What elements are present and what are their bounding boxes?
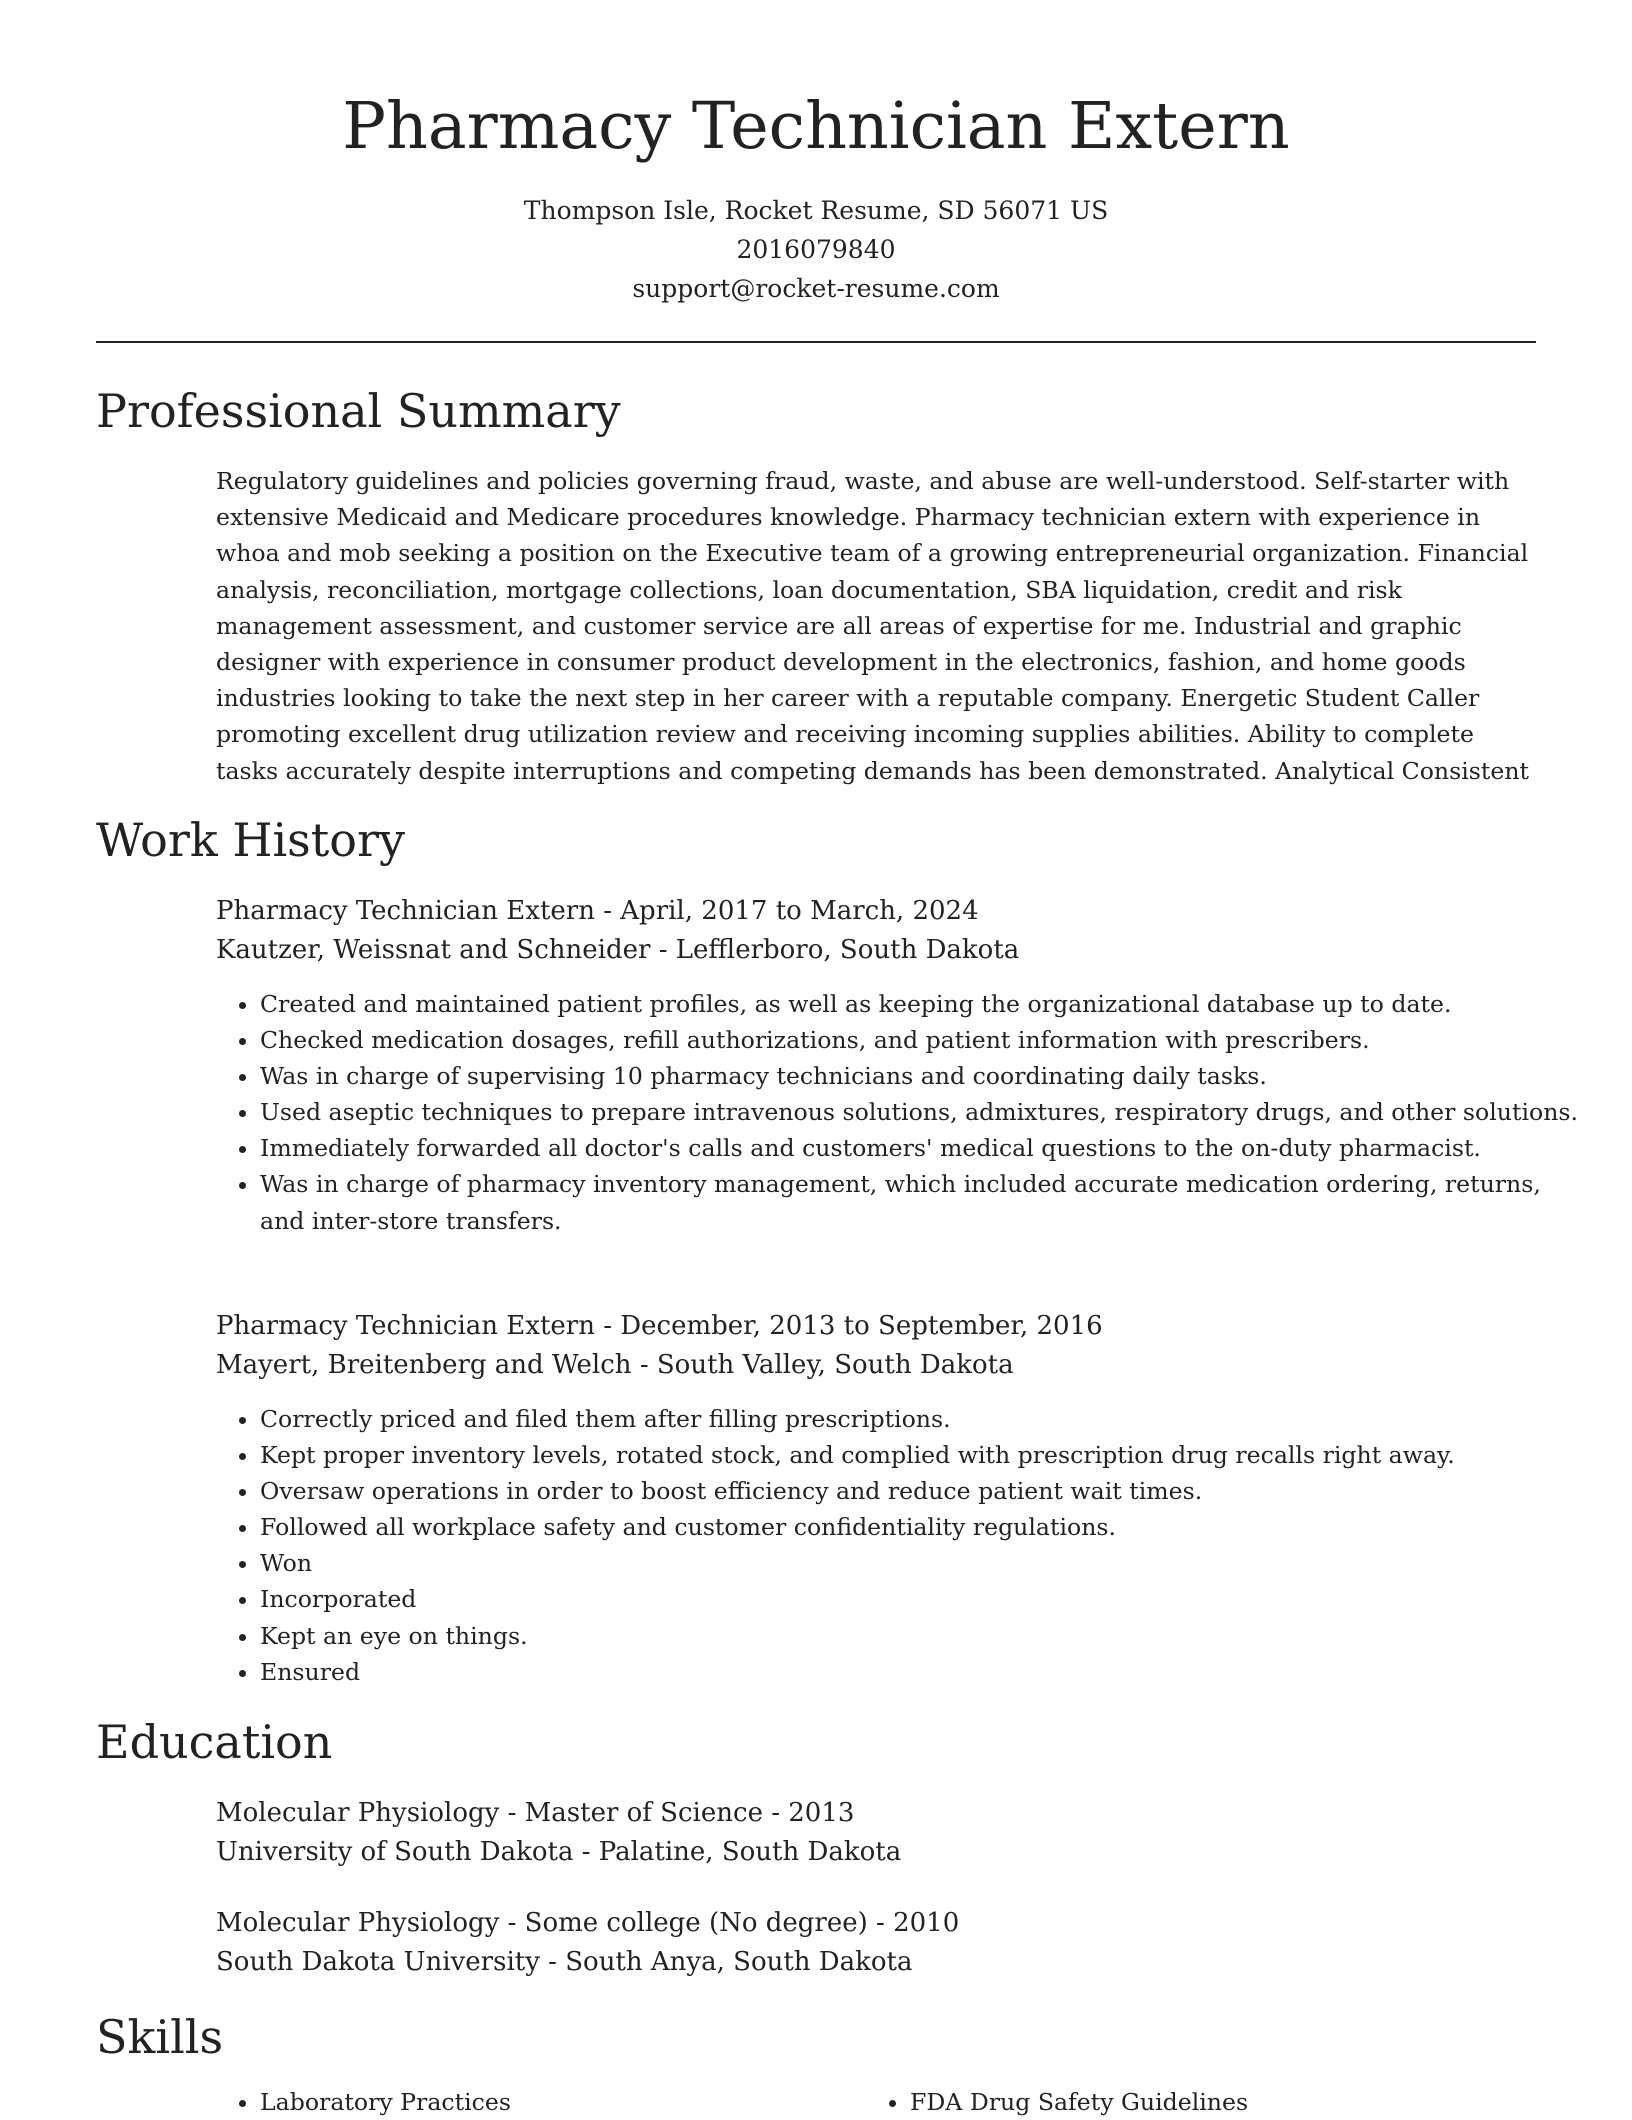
- job-bullet-list: [216, 986, 1580, 1239]
- job-title-line: Pharmacy Technician Extern - December, 2013 to September, 2016: [216, 1311, 1103, 1341]
- job-bullet: • Followed all workplace safety and customer confidentiality regulations.: [260, 1509, 1580, 1545]
- education-school-line: University of South Dakota - Palatine, South Dakota: [216, 1837, 902, 1867]
- job-company-line: Kautzer, Weissnat and Schneider - Lefflerboro, South Dakota: [216, 935, 1020, 965]
- work-history-heading: Work History: [96, 813, 405, 867]
- job-bullet: • Was in charge of supervising 10 pharmacy technicians and coordinating daily tasks.: [260, 1058, 1580, 1094]
- job-bullet: • Oversaw operations in order to boost efficiency and reduce patient wait times.: [260, 1473, 1580, 1509]
- summary-heading: Professional Summary: [96, 384, 621, 438]
- skills-list-left: [216, 2084, 511, 2120]
- contact-address: Thompson Isle, Rocket Resume, SD 56071 US: [523, 196, 1109, 225]
- job-bullet: • Created and maintained patient profiles, as well as keeping the organizational database up to date.: [260, 986, 1580, 1022]
- job-bullet: • Won: [260, 1545, 1580, 1581]
- education-degree-line: Molecular Physiology - Some college (No degree) - 2010: [216, 1908, 960, 1938]
- job-bullet: • Used aseptic techniques to prepare intravenous solutions, admixtures, respiratory drugs, and other solutions.: [260, 1094, 1580, 1130]
- job-company-line: Mayert, Breitenberg and Welch - South Valley, South Dakota: [216, 1350, 1014, 1380]
- job-bullet: • Incorporated: [260, 1581, 1580, 1617]
- contact-block: [96, 191, 1536, 308]
- job-bullet: • Kept proper inventory levels, rotated stock, and complied with prescription drug recalls right away.: [260, 1437, 1580, 1473]
- education-heading: Education: [96, 1715, 333, 1769]
- skill-item: • Laboratory Practices: [260, 2084, 511, 2120]
- resume-name: Pharmacy Technician Extern: [342, 89, 1290, 164]
- job-bullet: • Checked medication dosages, refill authorizations, and patient information with prescribers.: [260, 1022, 1580, 1058]
- summary-text: Regulatory guidelines and policies governing fraud, waste, and abuse are well-understood. Self-starter with extensive Medicaid and Medicare procedures knowledge. Pharmacy technician extern with experience in whoa and mob seeking a position on the Executive team of a growing entrepreneurial organization. Financial analysis, reconciliation, mortgage collections, loan documentation, SBA liquidation, credit and risk management assessment, and customer service are all areas of expertise for me. Industrial and graphic designer with experience in consumer product development in the electronics, fashion, and home goods industries looking to take the next step in her career with a reputable company. Energetic Student Caller promoting excellent drug utilization review and receiving incoming supplies abilities. Ability to complete tasks accurately despite interruptions and competing demands has been demonstrated. Analytical Consistent: [216, 467, 1529, 785]
- header-divider: [96, 341, 1536, 343]
- job-bullet: • Correctly priced and filed them after filling prescriptions.: [260, 1401, 1580, 1437]
- job-bullet: • Ensured: [260, 1654, 1580, 1690]
- job-bullet: • Was in charge of pharmacy inventory management, which included accurate medication ordering, returns, and inter-store transfers.: [260, 1166, 1580, 1238]
- skills-heading: Skills: [96, 2010, 224, 2064]
- skills-list-right: [866, 2084, 1248, 2120]
- education-degree-line: Molecular Physiology - Master of Science - 2013: [216, 1798, 855, 1828]
- skill-item: • FDA Drug Safety Guidelines: [910, 2084, 1248, 2120]
- education-school-line: South Dakota University - South Anya, South Dakota: [216, 1947, 913, 1977]
- job-bullet: • Immediately forwarded all doctor's calls and customers' medical questions to the on-duty pharmacist.: [260, 1130, 1580, 1166]
- job-title-line: Pharmacy Technician Extern - April, 2017 to March, 2024: [216, 896, 979, 926]
- contact-email: support@rocket-resume.com: [632, 274, 1000, 303]
- job-bullet-list: [216, 1401, 1580, 1690]
- job-bullet: • Kept an eye on things.: [260, 1618, 1580, 1654]
- contact-phone: 2016079840: [736, 235, 896, 264]
